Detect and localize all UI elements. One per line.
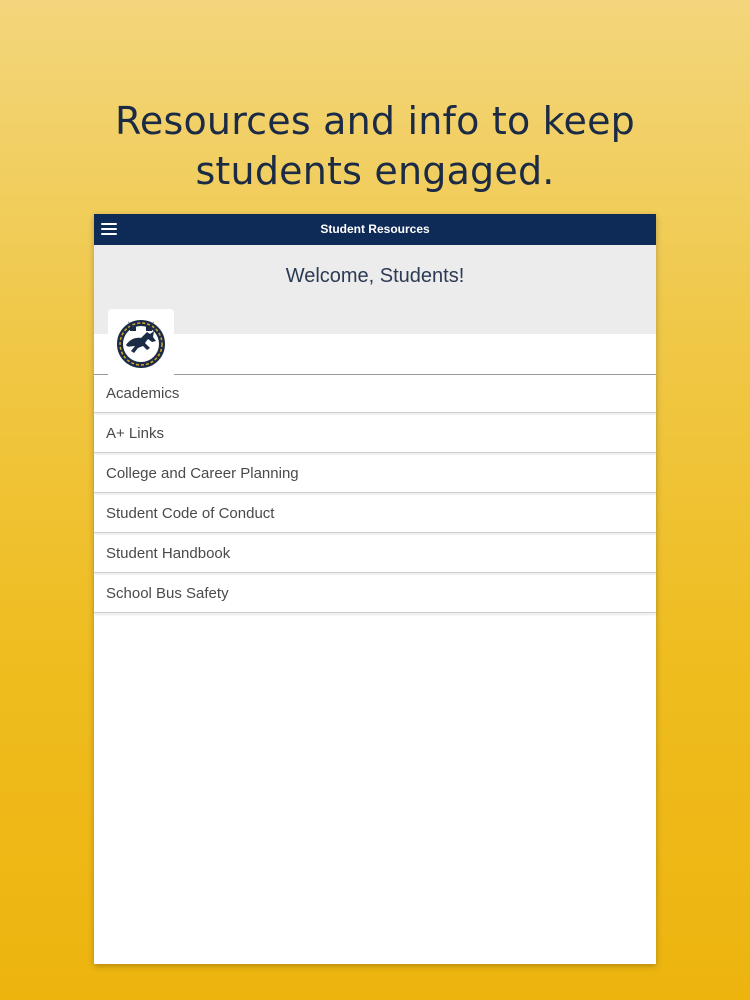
promo-headline: [0, 96, 750, 196]
headline-line-1: Resources and info to keep: [114, 99, 636, 143]
school-logo: [108, 309, 174, 375]
list-item-school-bus-safety[interactable]: School Bus Safety: [94, 575, 656, 613]
top-app-bar: [94, 214, 656, 245]
mustang-logo-icon: [114, 315, 168, 369]
list-item-student-handbook[interactable]: Student Handbook: [94, 535, 656, 573]
list-item-student-code-of-conduct[interactable]: Student Code of Conduct: [94, 495, 656, 533]
app-bar-title: Student Resources: [320, 222, 430, 236]
logo-strip: [94, 334, 656, 375]
headline-line-2: students engaged.: [195, 149, 555, 193]
list-item-academics[interactable]: Academics: [94, 375, 656, 413]
welcome-banner: [94, 245, 656, 334]
list-item-college-career-planning[interactable]: College and Career Planning: [94, 455, 656, 493]
resource-list: [94, 375, 656, 613]
list-item-a-plus-links[interactable]: A+ Links: [94, 415, 656, 453]
welcome-heading: Welcome, Students!: [285, 265, 465, 287]
app-screen: [94, 214, 656, 964]
